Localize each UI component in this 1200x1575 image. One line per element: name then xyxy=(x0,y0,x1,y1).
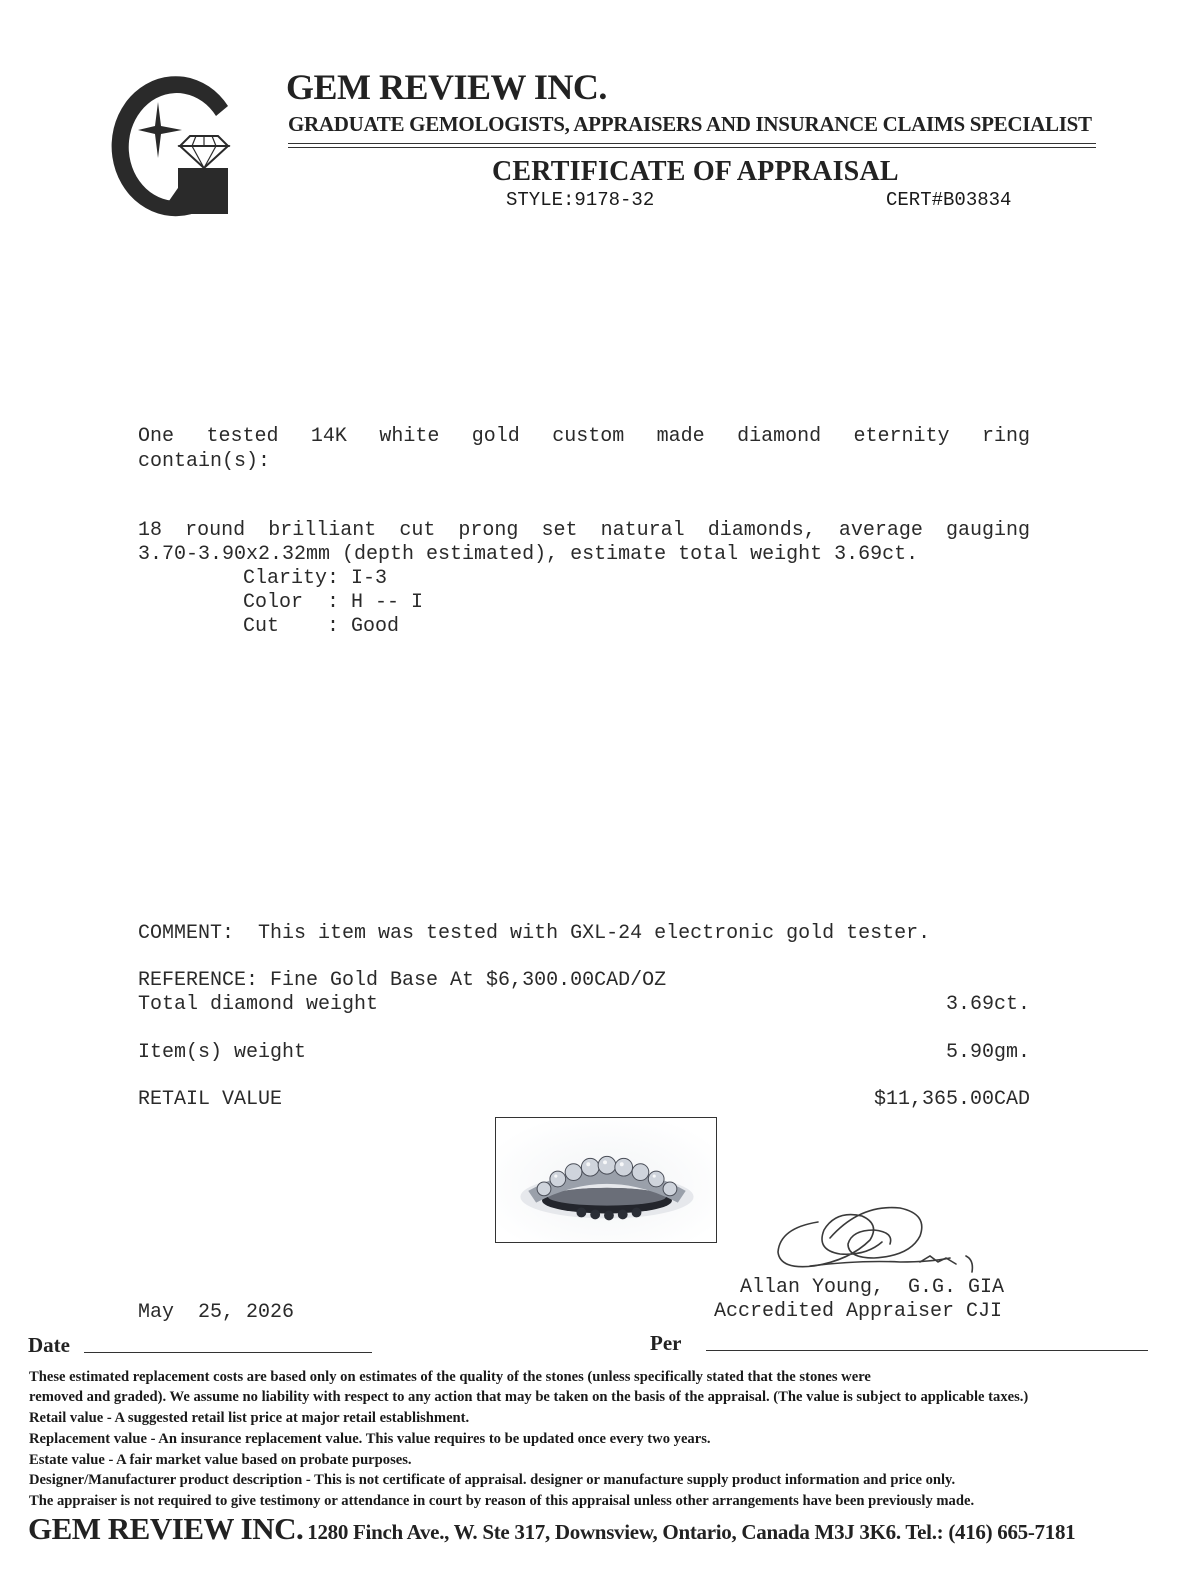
header-divider xyxy=(288,143,1096,144)
total-diamond-weight-label: Total diamond weight xyxy=(138,993,379,1016)
item-weight-value: 5.90gm. xyxy=(945,1041,1030,1064)
total-diamond-weight-value: 3.69ct. xyxy=(945,993,1030,1016)
ring-photo-frame xyxy=(495,1117,717,1243)
date-label: Date xyxy=(28,1333,70,1357)
disclaimer-line: Replacement value - An insurance replacement value. This value requires to be updated once every two years. xyxy=(29,1431,711,1447)
stone-description: 18 round brilliant cut prong set natural diamonds, average gauging xyxy=(138,519,1030,542)
style-number: STYLE:9178-32 xyxy=(506,189,655,211)
appraiser-title: Accredited Appraiser CJI xyxy=(714,1300,1003,1323)
certificate-title: CERTIFICATE OF APPRAISAL xyxy=(492,156,899,187)
retail-value-label: RETAIL VALUE xyxy=(138,1088,283,1111)
clarity-grade: Clarity: I-3 xyxy=(243,567,388,590)
stone-description-continued: 3.70-3.90x2.32mm (depth estimated), estimate total weight 3.69ct. xyxy=(138,543,919,566)
cut-grade: Cut : Good xyxy=(243,615,400,638)
disclaimer-line: Designer/Manufacturer product description - This is not certificate of appraisal. designer or manufacture supply product information and price only. xyxy=(29,1472,956,1488)
date-signature-line xyxy=(84,1352,372,1353)
footer-address: 1280 Finch Ave., W. Ste 317, Downsview, Ontario, Canada M3J 3K6. Tel.: (416) 665-7181 xyxy=(307,1520,1076,1544)
comment: COMMENT: This item was tested with GXL-24 electronic gold tester. xyxy=(138,922,931,945)
disclaimer-line: removed and graded). We assume no liability with respect to any action that may be taken on the basis of the appraisal. (The value is subject to applicable taxes.) xyxy=(29,1389,1029,1405)
gem-review-logo-icon xyxy=(100,72,240,222)
company-tagline: GRADUATE GEMOLOGISTS, APPRAISERS AND INSURANCE CLAIMS SPECIALIST xyxy=(288,112,1092,136)
retail-value-amount: $11,365.00CAD xyxy=(873,1088,1030,1111)
company-name: GEM REVIEW INC. xyxy=(286,67,607,107)
disclaimer-line: Retail value - A suggested retail list price at major retail establishment. xyxy=(29,1410,470,1426)
footer-company-name: GEM REVIEW INC. xyxy=(28,1511,304,1546)
item-weight-label: Item(s) weight xyxy=(138,1041,307,1064)
appraisal-date: May 25, 2026 xyxy=(138,1301,295,1324)
disclaimer-line: These estimated replacement costs are based only on estimates of the quality of the stones (unless specifically stated that the stones were xyxy=(29,1369,871,1385)
appraiser-name: Allan Young, G.G. GIA xyxy=(740,1276,1005,1299)
disclaimer-line: Estate value - A fair market value based on probate purposes. xyxy=(29,1452,412,1468)
reference: REFERENCE: Fine Gold Base At $6,300.00CAD/OZ xyxy=(138,969,667,992)
header-divider xyxy=(288,147,1096,148)
per-signature-line xyxy=(706,1350,1148,1351)
per-label: Per xyxy=(650,1331,682,1355)
item-description-continued: contain(s): xyxy=(138,450,271,473)
disclaimer-line: The appraiser is not required to give testimony or attendance in court by reason of this appraisal unless other arrangements have been previously made. xyxy=(29,1493,975,1509)
item-description: One tested 14K white gold custom made diamond eternity ring xyxy=(138,425,1030,448)
certificate-number: CERT#B03834 xyxy=(886,189,1012,211)
footer xyxy=(28,1511,1075,1547)
color-grade: Color : H -- I xyxy=(243,591,424,614)
ring-photo xyxy=(496,1118,716,1242)
